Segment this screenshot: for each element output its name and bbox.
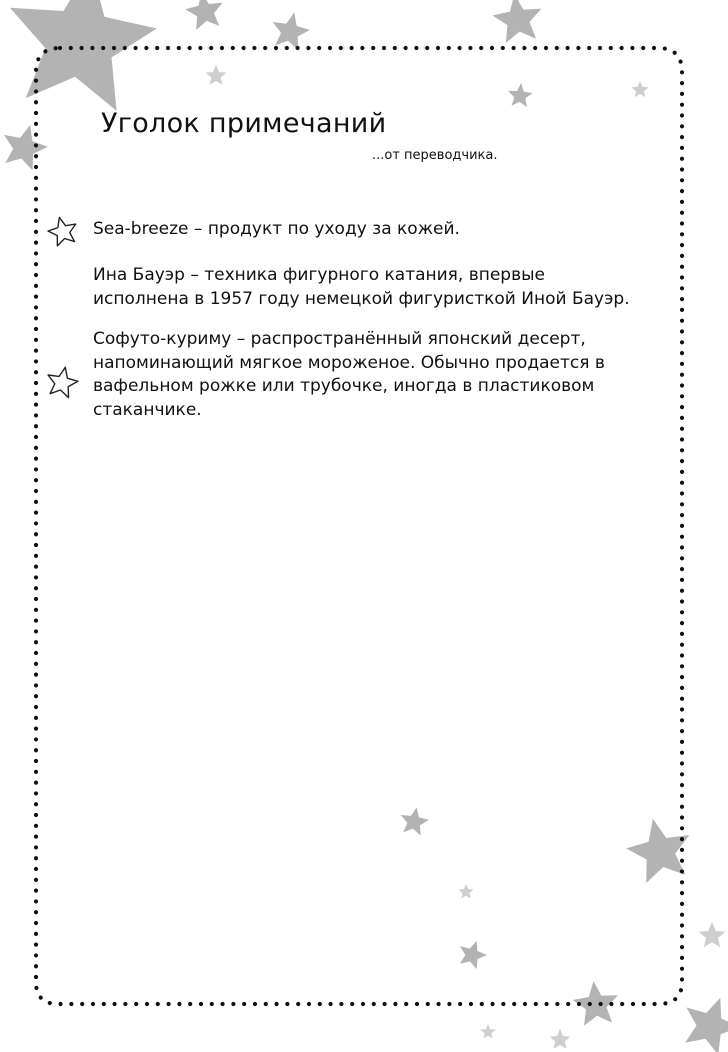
star-icon [460,941,487,970]
star-icon [480,1024,495,1039]
star-icon [206,65,227,85]
star-icon [492,0,541,43]
note-sofuto-kurimu: Софуто-куриму – распространённый японский десерт, напоминающий мягкое мороженое. Обычно продается в вафельном рожке или трубочке, иногда в пластиковом стаканчике. [93,329,605,420]
note-ina-bauer: Ина Бауэр – техника фигурного катания, впервые исполнена в 1957 году немецкой фигуристкой Иной Бауэр. [93,265,630,309]
star-icon [699,922,726,947]
star-icon [631,81,648,97]
star-icon [458,884,473,899]
star-icon [273,12,310,50]
page-title: Уголок примечаний [101,108,387,139]
star-icon [401,807,429,835]
foreground-stars [48,217,78,397]
star-icon [48,367,78,397]
star-icon [48,217,76,246]
star-icon [10,0,157,111]
star-icon [685,998,728,1052]
star-icon [4,125,48,171]
star-icon [508,83,533,107]
background-stars [4,0,728,1052]
star-icon [185,0,223,30]
page-subtitle: ...от переводчика. [372,148,498,163]
star-icon [550,1029,571,1049]
dotted-frame [36,48,682,1004]
note-sea-breeze: Sea-breeze – продукт по уходу за кожей. [93,219,460,239]
